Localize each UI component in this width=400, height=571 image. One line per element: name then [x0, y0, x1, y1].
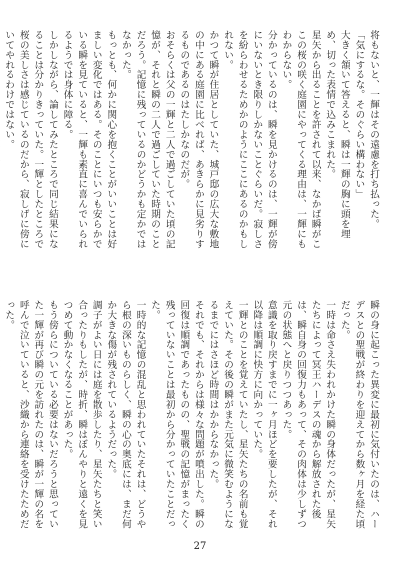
paragraph: 星矢から出ることを許されて以来、なかば瞬がここの桜の咲く庭園にやってくる理由は、一輝にもわからない。 — [280, 30, 321, 249]
paragraph: もう傍らについている必要はないだろうと思っていた一輝が再び瞬の元を訪れたのは、瞬が一輝の名を呼んで泣いていると、沙織から連絡を受けたためだった。 — [3, 300, 58, 529]
text-block-bottom — [3, 300, 380, 530]
text-block-top — [3, 30, 380, 258]
paragraph: 「気にするな。そのぐらい構わない」 — [353, 30, 365, 200]
paragraph — [0, 30, 1, 258]
paragraph: 大きく頷いて答えると、瞬は一輝の胸に頭を埋め、切った表情で込みこまれた。 — [324, 30, 350, 239]
paragraph: それでも、それからは様々な問題が噴出した。瞬の回復は順調であったものの、聖戦の記憶がまったく残っていないことは最初から分かっていたことだった。 — [149, 300, 204, 529]
paragraph: おそらくは父の一輝と二人で過ごしていた頃の記憶が、それと瞬の二人で過ごしていた時期のことだろう。記憶に残っているのかどうかも定かではなかった。 — [119, 30, 175, 249]
paragraph: 一輝とのことを覚えていたし、星矢たちの名前も覚えていた。その後の瞬がまた元気に微笑むようになるまでにはさほど時間はかからなかった。 — [207, 300, 248, 529]
paragraph: 分かっているのは、瞬を見かけるのは、一輝が傍にいないとき限りしかないことぐらいだ。寂しさを紛らわせるためかのようにここにあるのかもしれない。 — [222, 30, 277, 249]
paragraph: しかしながら、論してみたところで同じ結果になることは分かりきっていた。一輝としたところで桜の美しさは感じているのだから、寂しげに傍にいてやれるわけではない。 — [3, 30, 58, 249]
paragraph: 瞬の身に起こった異変に最初に気付いたのは、ハーデスとの聖戦が終わりを迎えてから数ヶ月を経た頃だった。 — [338, 300, 379, 529]
paragraph: 一時は命さえ失われかけた瞬の身体だったが、星矢たちによって冥王ハーデスの魂から解放された後は、瞬自身の回復力もあって、その肉体は少しずつ元の状態へと戻りつつあった。 — [280, 300, 336, 529]
page-number: 27 — [193, 541, 207, 552]
paragraph: もっとも、何かに関心を抱くことがいいことは好ましい変化ではある。そのことにいつも安らかでいる瞬を見ていると、一輝も素直に喜んでいられるようでは身体に障る。 — [61, 30, 117, 249]
paragraph: かつて瞬が住居としていた、城戸邸の広大な敷地の中にある庭園に比べれば、あきらかに見劣りするものであるのはたしかなのだが。 — [178, 30, 219, 249]
paragraph: 調子がよい日には庭を散歩したり、星矢たちと笑い合ったりもしたが、時折、瞬はぼんやりと遠くを見つめて動かなくなることがあった。 — [61, 300, 102, 529]
paragraph: 将もないと、一輝はその遠慮を打ち払った。 — [368, 30, 379, 229]
paragraph: 意識を取り戻すまでに一ヶ月ほどを要したが、それ以降は順調に快方に向かっていた。 — [251, 300, 277, 529]
paragraph — [0, 300, 1, 530]
paragraph: 一時的な記憶の混乱と思われていたそれは、どうやら根の深いものらしく、瞬の心の奥底には、まだ何か大きな傷が残されているようだった。 — [105, 300, 146, 529]
